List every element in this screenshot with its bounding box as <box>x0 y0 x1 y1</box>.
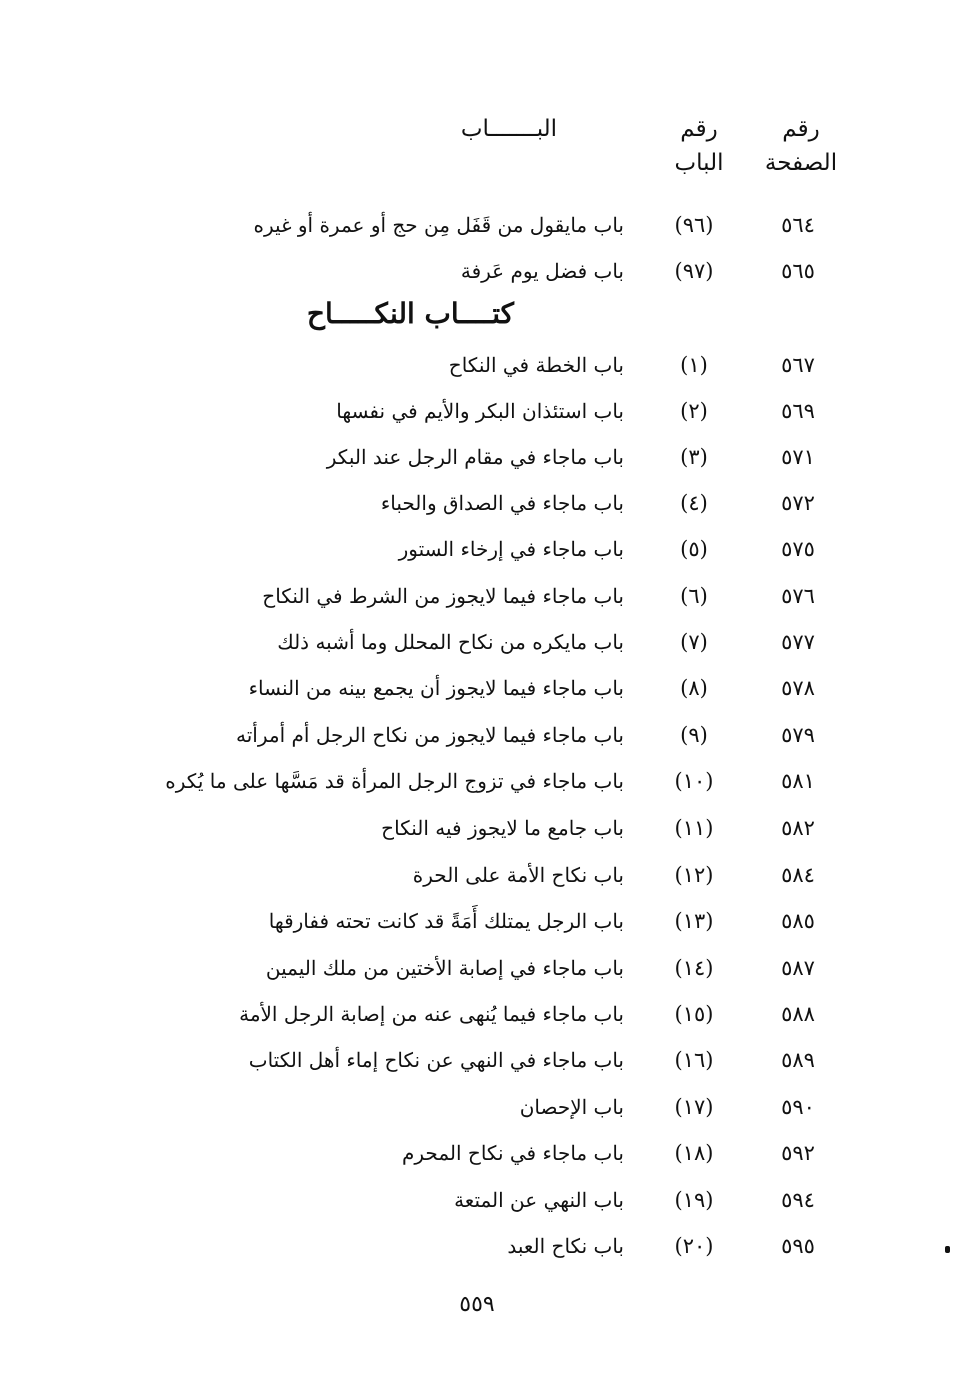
toc-row <box>0 901 954 941</box>
toc-page-number: ٥٨٢ <box>781 816 815 840</box>
toc-page-number: ٥٩٥ <box>781 1234 815 1258</box>
toc-row <box>0 994 954 1034</box>
toc-row <box>0 715 954 755</box>
toc-chapter-title: باب جامع ما لايجوز فيه النكاح <box>381 816 624 840</box>
toc-chapter-title: باب ماجاء في الصداق والحباء <box>380 491 624 515</box>
toc-row <box>0 808 954 848</box>
toc-chapter-number: (١٧) <box>674 1095 714 1119</box>
toc-chapter-title: باب نكاح الأمة على الحرة <box>412 863 624 887</box>
toc-chapter-number: (٩٦) <box>674 213 714 237</box>
toc-chapter-title: باب ماجاء في النهي عن نكاح إماء أهل الكتاب <box>248 1048 624 1072</box>
toc-chapter-number: (٦) <box>680 584 708 608</box>
toc-page-number: ٥٧٢ <box>781 491 815 515</box>
toc-row <box>0 1180 954 1220</box>
header-page-number-line1: رقم <box>782 116 820 142</box>
toc-chapter-number: (١٣) <box>674 909 714 933</box>
toc-page-number: ٥٨٨ <box>781 1002 815 1026</box>
toc-chapter-title: باب ماجاء في إصابة الأختين من ملك اليمين <box>265 956 624 980</box>
section-title: كتــــاب النكـــــاح <box>306 297 514 330</box>
toc-chapter-title: باب ماجاء فيما لايجوز من الشرط في النكاح <box>262 584 624 608</box>
toc-chapter-title: باب استئذان البكر والأيم في نفسها <box>336 399 624 423</box>
toc-row <box>0 1226 954 1266</box>
header-chapter-number-line2: الباب <box>674 150 724 176</box>
toc-page-number: ٥٧٩ <box>781 723 815 747</box>
toc-page-number: ٥٨٥ <box>781 909 815 933</box>
toc-chapter-number: (٢) <box>680 399 708 423</box>
toc-chapter-number: (٥) <box>680 537 708 561</box>
toc-page-number: ٥٧٧ <box>781 630 815 654</box>
toc-chapter-number: (٤) <box>680 491 708 515</box>
toc-chapter-title: باب ماجاء في إرخاء الستور <box>398 537 624 561</box>
toc-chapter-title: باب ماجاء في تزوج الرجل المرأة قد مَسَّها على ما يُكره <box>165 769 624 793</box>
toc-chapter-number: (١٦) <box>674 1048 714 1072</box>
toc-chapter-title: باب نكاح العبد <box>507 1234 624 1258</box>
toc-page-number: ٥٧٦ <box>781 584 815 608</box>
toc-page-number: ٥٧٨ <box>781 676 815 700</box>
toc-row <box>0 1040 954 1080</box>
toc-row <box>0 391 954 431</box>
toc-page-number: ٥٨٧ <box>781 956 815 980</box>
toc-row <box>0 251 954 291</box>
toc-row <box>0 483 954 523</box>
toc-row <box>0 205 954 245</box>
toc-chapter-title: باب فضل يوم عَرفة <box>460 259 624 283</box>
toc-chapter-title: باب مايقول من قَفَل مِن حج أو عمرة أو غيره <box>253 213 624 237</box>
toc-page-number: ٥٨٤ <box>781 863 815 887</box>
toc-row <box>0 855 954 895</box>
toc-page-number: ٥٩٠ <box>781 1095 815 1119</box>
toc-chapter-title: باب النهي عن المتعة <box>454 1188 624 1212</box>
toc-chapter-title: باب الإحصان <box>519 1095 624 1119</box>
toc-chapter-title: باب ماجاء في مقام الرجل عند البكر <box>326 445 624 469</box>
toc-row <box>0 948 954 988</box>
margin-mark <box>945 1246 950 1253</box>
toc-chapter-number: (٩٧) <box>674 259 714 283</box>
toc-page-number: ٥٧١ <box>781 445 815 469</box>
toc-chapter-number: (٩) <box>680 723 708 747</box>
toc-page-number: ٥٧٥ <box>781 537 815 561</box>
toc-page-number: ٥٩٢ <box>781 1141 815 1165</box>
toc-chapter-number: (٧) <box>680 630 708 654</box>
toc-page-number: ٥٦٤ <box>781 213 815 237</box>
toc-row <box>0 668 954 708</box>
toc-chapter-title: باب ماجاء في نكاح المحرم <box>402 1141 624 1165</box>
toc-chapter-number: (١) <box>680 353 708 377</box>
toc-chapter-number: (٨) <box>680 676 708 700</box>
toc-page-number: ٥٩٤ <box>781 1188 815 1212</box>
toc-row <box>0 437 954 477</box>
toc-chapter-number: (١٥) <box>674 1002 714 1026</box>
header-page-number-line2: الصفحة <box>764 150 838 176</box>
toc-row <box>0 1087 954 1127</box>
toc-chapter-title: باب الرجل يمتلك أَمَةً قد كانت تحته ففارقها <box>268 909 624 933</box>
toc-chapter-number: (١١) <box>674 816 714 840</box>
toc-row <box>0 529 954 569</box>
toc-page-number: ٥٦٥ <box>781 259 815 283</box>
header-chapter-number-line1: رقم <box>680 116 718 142</box>
toc-chapter-number: (١٠) <box>674 769 714 793</box>
toc-page-number: ٥٨١ <box>781 769 815 793</box>
toc-chapter-number: (٣) <box>680 445 708 469</box>
toc-row <box>0 622 954 662</box>
header-chapter-title: البـــــــاب <box>460 116 558 142</box>
toc-chapter-title: باب ماجاء فيما يُنهى عنه من إصابة الرجل الأمة <box>239 1002 624 1026</box>
toc-chapter-number: (١٩) <box>674 1188 714 1212</box>
toc-row <box>0 345 954 385</box>
toc-chapter-number: (١٨) <box>674 1141 714 1165</box>
toc-row <box>0 576 954 616</box>
page-number: ٥٥٩ <box>459 1292 495 1317</box>
toc-chapter-title: باب مايكره من نكاح المحلل وما أشبه ذلك <box>277 630 624 654</box>
toc-chapter-number: (١٤) <box>674 956 714 980</box>
toc-row <box>0 1133 954 1173</box>
toc-chapter-number: (١٢) <box>674 863 714 887</box>
toc-chapter-number: (٢٠) <box>674 1234 714 1258</box>
toc-page-number: ٥٦٩ <box>781 399 815 423</box>
toc-page-number: ٥٦٧ <box>781 353 815 377</box>
toc-chapter-title: باب ماجاء فيما لايجوز أن يجمع بينه من النساء <box>248 676 624 700</box>
toc-row <box>0 761 954 801</box>
toc-page-number: ٥٨٩ <box>781 1048 815 1072</box>
toc-chapter-title: باب الخطة في النكاح <box>448 353 624 377</box>
toc-chapter-title: باب ماجاء فيما لايجوز من نكاح الرجل أم أمرأته <box>236 723 624 747</box>
